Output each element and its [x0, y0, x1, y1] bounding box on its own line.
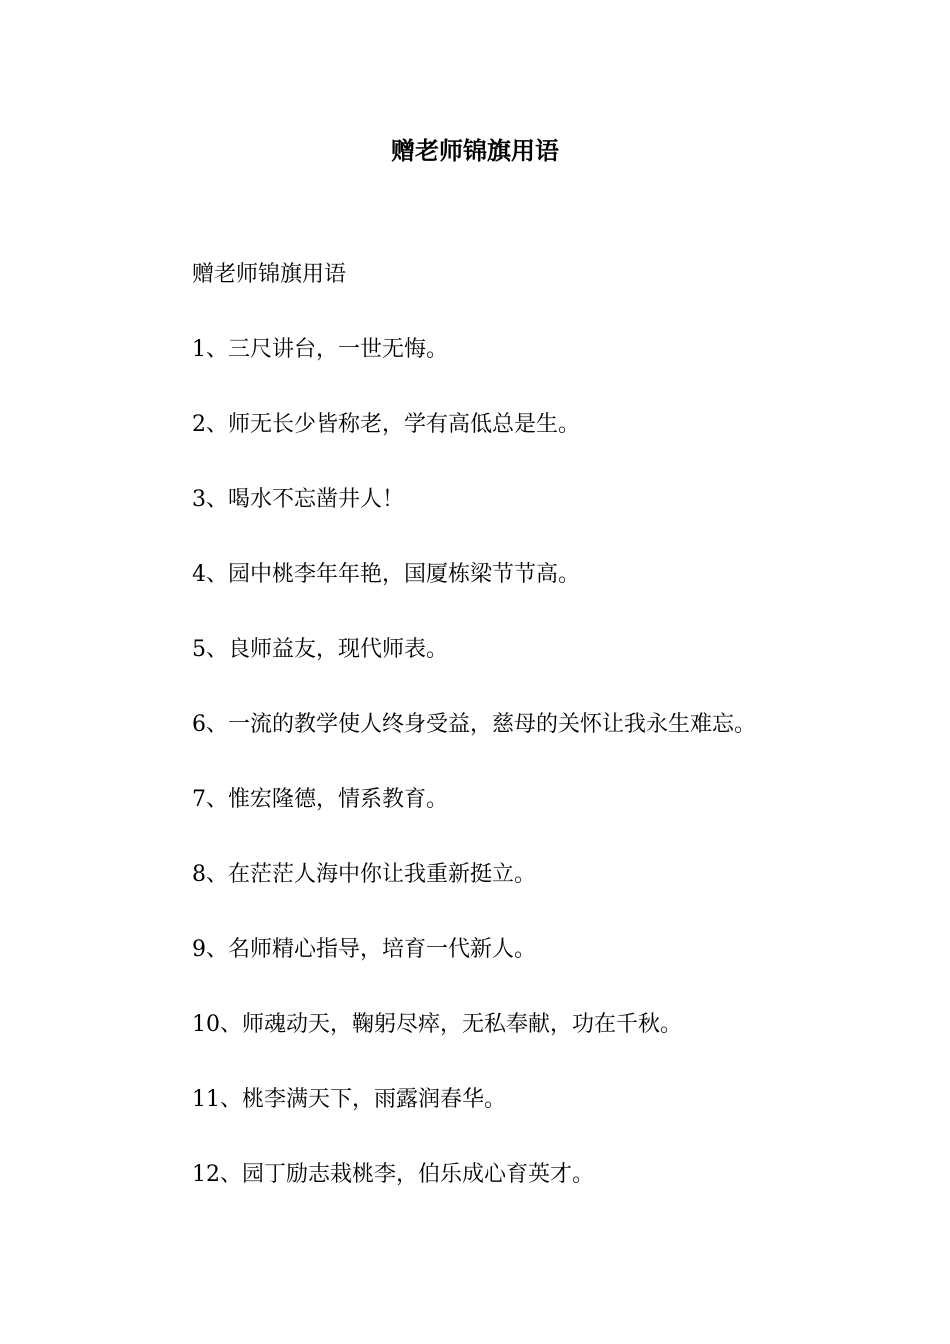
document-subtitle: 赠老师锦旗用语 [192, 262, 347, 287]
list-item: 6、一流的教学使人终身受益，慈母的关怀让我永生难忘。 [192, 712, 756, 737]
list-item: 3、喝水不忘凿井人！ [192, 487, 404, 512]
list-item: 11、桃李满天下，雨露润春华。 [192, 1087, 506, 1112]
phrase-list [192, 335, 756, 1235]
list-item: 12、园丁励志栽桃李，伯乐成心育英才。 [192, 1162, 594, 1187]
list-item: 5、良师益友，现代师表。 [192, 637, 448, 662]
list-item: 7、惟宏隆德，情系教育。 [192, 787, 448, 812]
list-item: 10、师魂动天，鞠躬尽瘁，无私奉献，功在千秋。 [192, 1012, 682, 1037]
list-item: 1、三尺讲台，一世无悔。 [192, 337, 448, 362]
list-item: 2、师无长少皆称老，学有高低总是生。 [192, 412, 580, 437]
document-title: 赠老师锦旗用语 [391, 136, 559, 165]
list-item: 9、名师精心指导，培育一代新人。 [192, 937, 536, 962]
list-item: 4、园中桃李年年艳，国厦栋梁节节高。 [192, 562, 580, 587]
list-item: 8、在茫茫人海中你让我重新挺立。 [192, 862, 536, 887]
